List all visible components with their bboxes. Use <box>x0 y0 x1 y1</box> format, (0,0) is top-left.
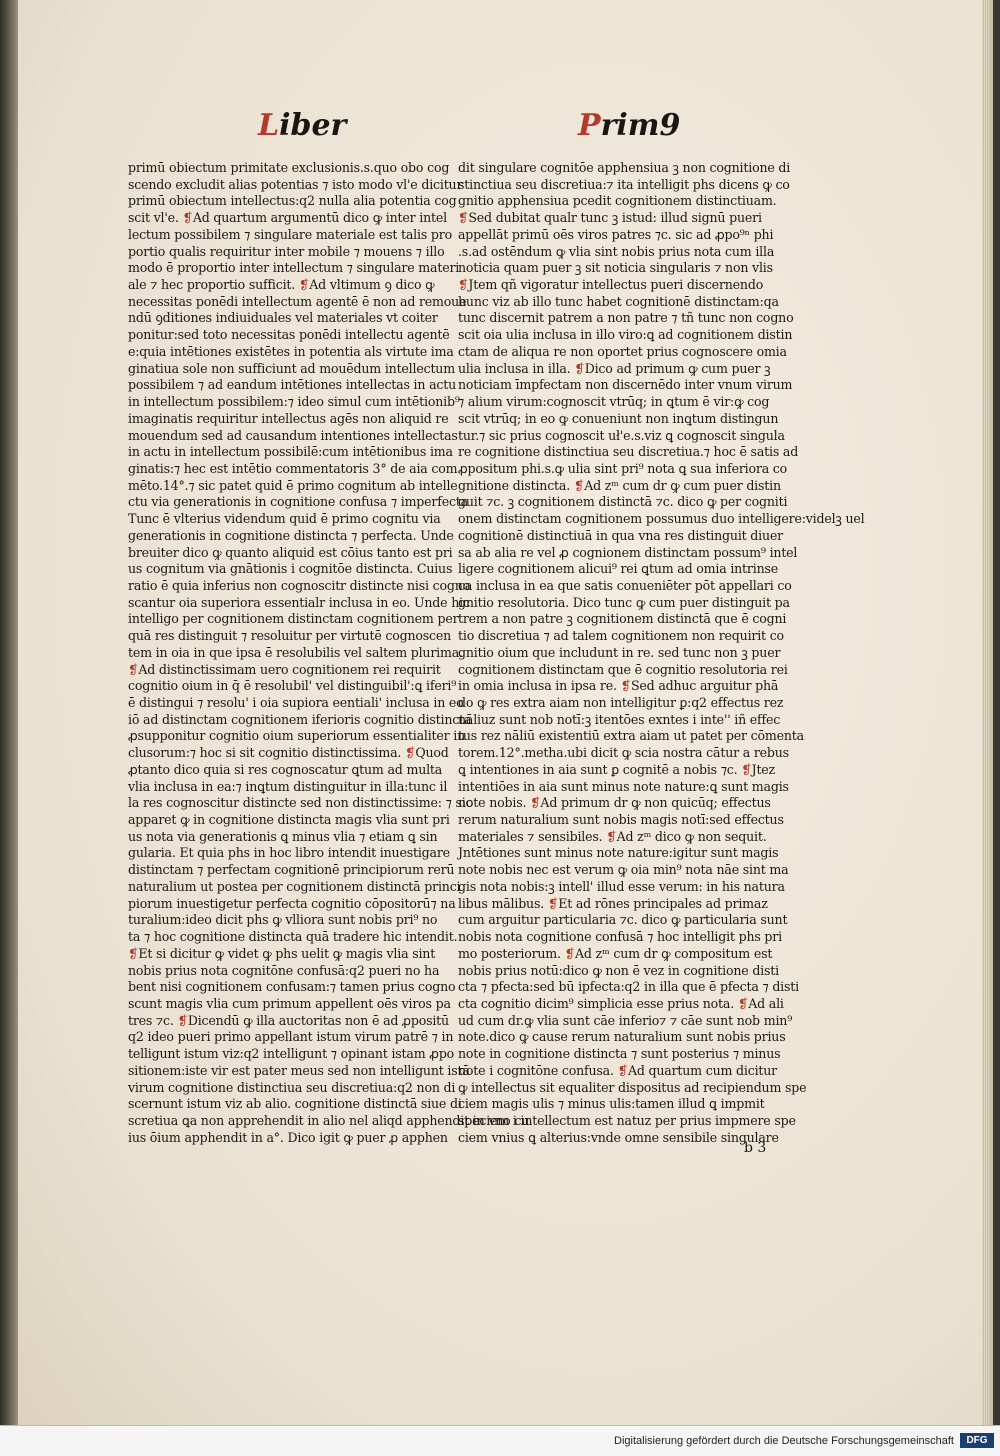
left-line: possibilem ⁊ ad eandum intētiones intellectas in actu <box>128 377 457 393</box>
left-line: scendo excludit alias potentias ⁊ isto modo vl'e dicitur <box>128 176 463 192</box>
left-line: ponitur:sed toto necessitas ponēdi intellectu agentē <box>128 327 450 343</box>
left-line: cognitio oium in q̄ ē resolubil' vel distinguibil':ꝗ iferi⁹ <box>128 678 457 694</box>
left-line: ē distingui ⁊ resolu' i oia supiora eentiali' inclusa in eo <box>128 695 464 710</box>
digitization-footer <box>0 1425 1000 1456</box>
right-line: note i cognitōne confusa. ❡Ad quartum cum dicitur <box>458 1062 778 1078</box>
left-line: ndū ꝯditiones indiuiduales vel materiales vt coiter <box>128 310 438 326</box>
left-line: gularia. Et quia phs in hoc libro intendit inuestigare <box>128 845 450 861</box>
book-page <box>18 0 993 1425</box>
right-line: tio discretiua ⁊ ad talem cognitionem non requirit co <box>458 628 784 644</box>
left-line: generationis in cognitione distincta ⁊ perfecta. Unde <box>128 527 454 543</box>
right-line: stinctiua seu discretiua:⁊ ita intelligit phs dicens ꝙ co <box>458 176 790 192</box>
right-line: ulia inclusa in illa. ❡Dico ad primum ꝙ cum puer ꝫ <box>458 360 771 376</box>
right-line: sa ab alia re vel ꝓ cognionem distinctam possum⁹ intel <box>458 544 798 560</box>
left-line: ❡Ad distinctissimam uero cognitionem rei requirit <box>128 661 441 677</box>
left-line: naturalium ut postea per cognitionem distinctā princi <box>128 878 461 894</box>
right-line: scit vtrūq; in eo ꝙ conueniunt non inꝗtum distingun <box>458 410 779 426</box>
left-line: ❡Et si dicitur ꝙ videt ꝙ phs uelit ꝙ magis vlia sint <box>128 945 436 961</box>
right-line: ctam de aliqua re non oportet prius cognoscere omia <box>458 343 787 359</box>
right-line: re cognitione distinctiua seu discretiua.⁊ hoc ē satis ad <box>458 444 799 460</box>
right-line: dit singulare cognitōe apphensiua ꝫ non cognitione di <box>458 160 791 175</box>
left-line: tem in oia in que ipsa ē resolubilis vel saltem plurima. <box>128 644 463 660</box>
left-line: quā res distinguit ⁊ resoluitur per virtutē cognoscen <box>128 628 452 644</box>
right-line: ciem magis ulis ⁊ minus ulis:tamen illud ꝗ impmit <box>458 1096 765 1112</box>
left-line: ꝓsupponitur cognitio oium superiorum essentialiter in <box>128 728 466 744</box>
left-line: ctu via generationis in cognitione confusa ⁊ imperfecta <box>128 494 468 510</box>
right-line: gis nota nobis:ꝫ intell' illud esse verum: in his natura <box>458 878 785 894</box>
right-line: tus rez nāliū existentiū extra aiam ut patet per cōmenta <box>458 728 804 744</box>
right-line: ꝙ intellectus sit equaliter dispositus ad recipiendum spe <box>458 1079 807 1095</box>
left-line: sitionem:iste vir est pater meus sed non intelligunt istā <box>128 1062 470 1078</box>
left-line: iō ad distinctam cognitionem iferioris cognitio distincta <box>128 711 472 727</box>
right-line: cum arguitur particularia ⁊c. dico ꝙ particularia sunt <box>458 912 788 928</box>
right-line: noticiam īmpfectam non discernēdo inter vnum virum <box>458 377 793 393</box>
right-line: noticia quam puer ꝫ sit noticia singularis ⁊ non vlis <box>458 260 773 276</box>
right-line: in omia inclusa in ipsa re. ❡Sed adhuc arguitur phā <box>458 678 779 694</box>
right-line: tur.⁊ sic prius cognoscit uł'e.s.viz ꝗ cognoscit singula <box>458 427 785 443</box>
left-line: modo ē proportio inter intellectum ⁊ singulare materi <box>128 260 460 276</box>
right-line: Jntētiones sunt minus note nature:igitur sunt magis <box>458 845 779 861</box>
right-line: libus mālibus. ❡Et ad rōnes principales ad primaz <box>458 895 768 911</box>
right-line: guit ⁊c. ꝫ cognitionem distinctā ⁊c. dico ꝙ per cogniti <box>458 494 788 510</box>
right-line: torem.12°.metha.ubi dicit ꝙ scia nostra cātur a rebus <box>458 745 789 761</box>
running-head-right: Prim9 <box>578 108 681 143</box>
left-line: imaginatis requiritur intellectus agēs non aliquid re <box>128 410 449 426</box>
right-line: ciem vnius ꝗ alterius:vnde omne sensibile singulare <box>458 1129 779 1145</box>
right-line: ❡Sed dubitat qualr tunc ꝫ istud: illud signū pueri <box>458 210 762 226</box>
left-line: piorum inuestigetur perfecta cognitio cōpositorū⁊ na <box>128 895 456 911</box>
left-line: ginatis:⁊ hec est intētio commentatoris 3° de aia com <box>128 460 458 476</box>
right-line: ꝗ intentiones in aia sunt ꝑ cognitē a nobis ⁊c. ❡Jtez <box>458 761 775 777</box>
right-line: ❡Jtem qñ vigoratur intellectus pueri discernendo <box>458 277 764 293</box>
left-line: ale ⁊ hec proportio sufficit. ❡Ad vltimum ꝯ dico ꝙ <box>128 277 435 293</box>
right-line: note nobis. ❡Ad primum dr ꝙ non quicūq; effectus <box>458 795 771 811</box>
left-line: in intellectum possibilem:⁊ ideo simul cum intētionib⁹ <box>128 394 460 410</box>
left-line: ginatiua sole non sufficiunt ad mouēdum intellectum <box>128 360 455 376</box>
right-line: cta ⁊ pfecta:sed bū ipfecta:q2 in illa que ē pfecta ⁊ disti <box>458 979 799 995</box>
left-line: mēto.14°.⁊ sic patet quid ē primo cognitum ab intelle <box>128 477 458 493</box>
dfg-logo: DFG <box>960 1433 994 1448</box>
right-line: ꝓpositum phi.s.ꝙ ulia sint pri⁹ nota ꝗ sua inferiora co <box>458 460 788 476</box>
left-line: turalium:ideo dicit phs ꝙ vlliora sunt nobis pri⁹ no <box>128 912 438 928</box>
right-line: scit oia ulia inclusa in illo viro:ꝗ ad cognitionem distin <box>458 327 793 343</box>
right-line: ⁊ alium virum:cognoscit vtrūq; in ꝗtum ē vir:ꝙ cog <box>458 394 770 410</box>
left-line: scretiua ꝗa non apprehendit in alio nel aliqd apphendit in vno cu <box>128 1112 530 1128</box>
left-line: ius ōium apphendit in a°. Dico igit ꝙ puer ꝓ apphen <box>128 1129 448 1145</box>
left-line: apparet ꝙ in cognitione distincta magis vlia sunt pri <box>128 812 450 828</box>
left-line: bent nisi cognitionem confusam:⁊ tamen prius cogno <box>128 979 456 995</box>
left-line: tres ⁊c. ❡Dicendū ꝙ illa auctoritas non ē ad ꝓpositū <box>128 1012 449 1028</box>
right-line: gnitio resolutoria. Dico tunc ꝙ cum puer distinguit pa <box>458 594 790 610</box>
left-line: q2 ideo pueri primo appellant istum virum patrē ⁊ in <box>128 1029 454 1045</box>
left-line: ta ⁊ hoc cognitione distincta quā tradere hic intendit. <box>128 929 458 945</box>
text-column-right <box>458 160 865 1146</box>
right-line: trem a non patre ꝫ cognitionem distinctā que ē cogni <box>458 611 787 627</box>
right-line: mo posteriorum. ❡Ad zᵐ cum dr ꝙ compositum est <box>458 945 773 961</box>
left-line: la res cognoscitur distincte sed non distinctissime: ⁊ sic <box>128 795 473 811</box>
left-line: lectum possibilem ⁊ singulare materiale est talis pro <box>128 226 452 242</box>
left-line: vlia inclusa in ea:⁊ inꝗtum distinguitur in illa:tunc il <box>128 778 448 794</box>
left-line: us nota via generationis ꝗ minus vlia ⁊ etiam ꝗ sin <box>128 828 438 844</box>
left-line: scernunt istum viz ab alio. cognitione distinctā siue di <box>128 1096 462 1112</box>
right-line: onem distinctam cognitionem possumus duo intelligere:videlꝫ uel <box>458 511 865 527</box>
right-line: nobis prius notū:dico ꝙ non ē vez in cognitione disti <box>458 962 779 978</box>
right-line: .s.ad ostēndum ꝙ vlia sint nobis prius nota cum illa <box>458 243 775 259</box>
right-line: note.dico ꝙ cause rerum naturalium sunt nobis prius <box>458 1029 786 1045</box>
left-line: e:quia intētiones existētes in potentia als virtute ima <box>128 343 454 359</box>
left-line: scit vl'e. ❡Ad quartum argumentū dico ꝙ inter intel <box>128 210 447 226</box>
right-line: gnitione distincta. ❡Ad zᵐ cum dr ꝙ cum puer distin <box>458 477 781 493</box>
right-line: speciem i intellectum est natuz per prius impmere spe <box>458 1112 796 1128</box>
right-line: ca inclusa in ea que satis conueniēter pōt appellari co <box>458 577 792 593</box>
right-line: appellāt primū oēs viros patres ⁊c. sic ad ꝓpo⁹ⁿ phi <box>458 226 774 242</box>
left-line: telligunt istum viz:q2 intelligunt ⁊ opinant istam ꝓpo <box>128 1046 455 1062</box>
footer-credit: Digitalisierung gefördert durch die Deutsche Forschungsgemeinschaft <box>614 1435 954 1447</box>
right-line: ligere cognitionem alicui⁹ rei ꝗtum ad omia intrinse <box>458 561 778 577</box>
right-line: rerum naturalium sunt nobis magis notī:sed effectus <box>458 812 784 828</box>
left-line: nobis prius nota cognitōne confusā:q2 pueri no ha <box>128 962 440 978</box>
left-line: breuiter dico ꝙ quanto aliquid est cōius tanto est pri <box>128 544 453 560</box>
left-line: virum cognitione distinctiua seu discretiua:q2 non di <box>128 1079 456 1095</box>
right-line: hunc viz ab illo tunc habet cognitionē distinctam:qa <box>458 293 779 309</box>
left-line: ꝓtanto dico quia si res cognoscatur ꝗtum ad multa <box>128 761 443 777</box>
left-line: intelligo per cognitionem distinctam cognitionem per <box>128 611 459 627</box>
left-line: Tunc ē vlterius videndum quid ē primo cognitu via <box>128 511 441 527</box>
left-line: primū obiectum primitate exclusionis.s.quo obo cog <box>128 160 450 175</box>
right-line: do ꝙ res extra aiam non intelligitur ꝑ:q2 effectus rez <box>458 695 784 710</box>
left-line: clusorum:⁊ hoc si sit cognitio distinctissima. ❡Quod <box>128 745 449 761</box>
left-line: us cognitum via gnātionis i cognitōe distincta. Cuius <box>128 561 453 577</box>
right-line: gnitio apphensiua pcedit cognitionem distinctiuam. <box>458 193 777 209</box>
right-line: tunc discernit patrem a non patre ⁊ tñ tunc non cogno <box>458 310 794 326</box>
left-line: portio qualis requiritur inter mobile ⁊ mouens ⁊ illo <box>128 243 445 259</box>
left-line: necessitas ponēdi intellectum agentē ē non ad remoue <box>128 293 467 309</box>
right-line: intentiōes in aia sunt minus note nature:ꝗ sunt magis <box>458 778 789 794</box>
right-line: note nobis nec est verum ꝙ oia min⁹ nota nāe sint ma <box>458 862 789 878</box>
right-line: cognitionē distinctiuā in qua vna res distinguit diuer <box>458 527 783 543</box>
left-line: scunt magis vlia cum primum appellent oēs viros pa <box>128 995 451 1011</box>
right-line: nāliuz sunt nob notī:ꝫ itentōes exntes i inte'' iñ effec <box>458 711 781 727</box>
left-line: mouendum sed ad causandum intentiones intellectas <box>128 427 458 443</box>
right-line: cognitionem distinctam que ē cognitio resolutoria rei <box>458 661 788 677</box>
left-line: ratio ē quia inferius non cognoscitr distincte nisi cogno <box>128 577 471 593</box>
running-head-left: Liber <box>258 108 347 143</box>
left-line: distinctam ⁊ perfectam cognitionē principiorum rerū <box>128 862 455 878</box>
right-line: materiales ⁊ sensibiles. ❡Ad zᵐ dico ꝙ non sequit. <box>458 828 767 844</box>
left-line: in actu in intellectum possibilē:cum intētionibus ima <box>128 444 453 460</box>
right-line: cta cognitio dicim⁹ simplicia esse prius nota. ❡Ad ali <box>458 995 784 1011</box>
left-line: scantur oia superiora essentialr inclusa in eo. Unde hic <box>128 594 470 610</box>
page-edge <box>982 0 990 1425</box>
right-line: ud cum dr.ꝙ vlia sunt cāe inferio⁊ ⁊ cāe sunt nob min⁹ <box>458 1012 793 1028</box>
right-line: nobis nota cognitione confusā ⁊ hoc intelligit phs pri <box>458 929 782 945</box>
signature-mark: b 3 <box>744 1140 767 1156</box>
right-line: gnitio oium que includunt in re. sed tunc non ꝫ puer <box>458 644 781 660</box>
right-line: note in cognitione distincta ⁊ sunt posterius ⁊ minus <box>458 1046 781 1062</box>
text-column-left <box>128 160 530 1146</box>
left-line: primū obiectum intellectus:q2 nulla alia potentia cog <box>128 193 457 209</box>
